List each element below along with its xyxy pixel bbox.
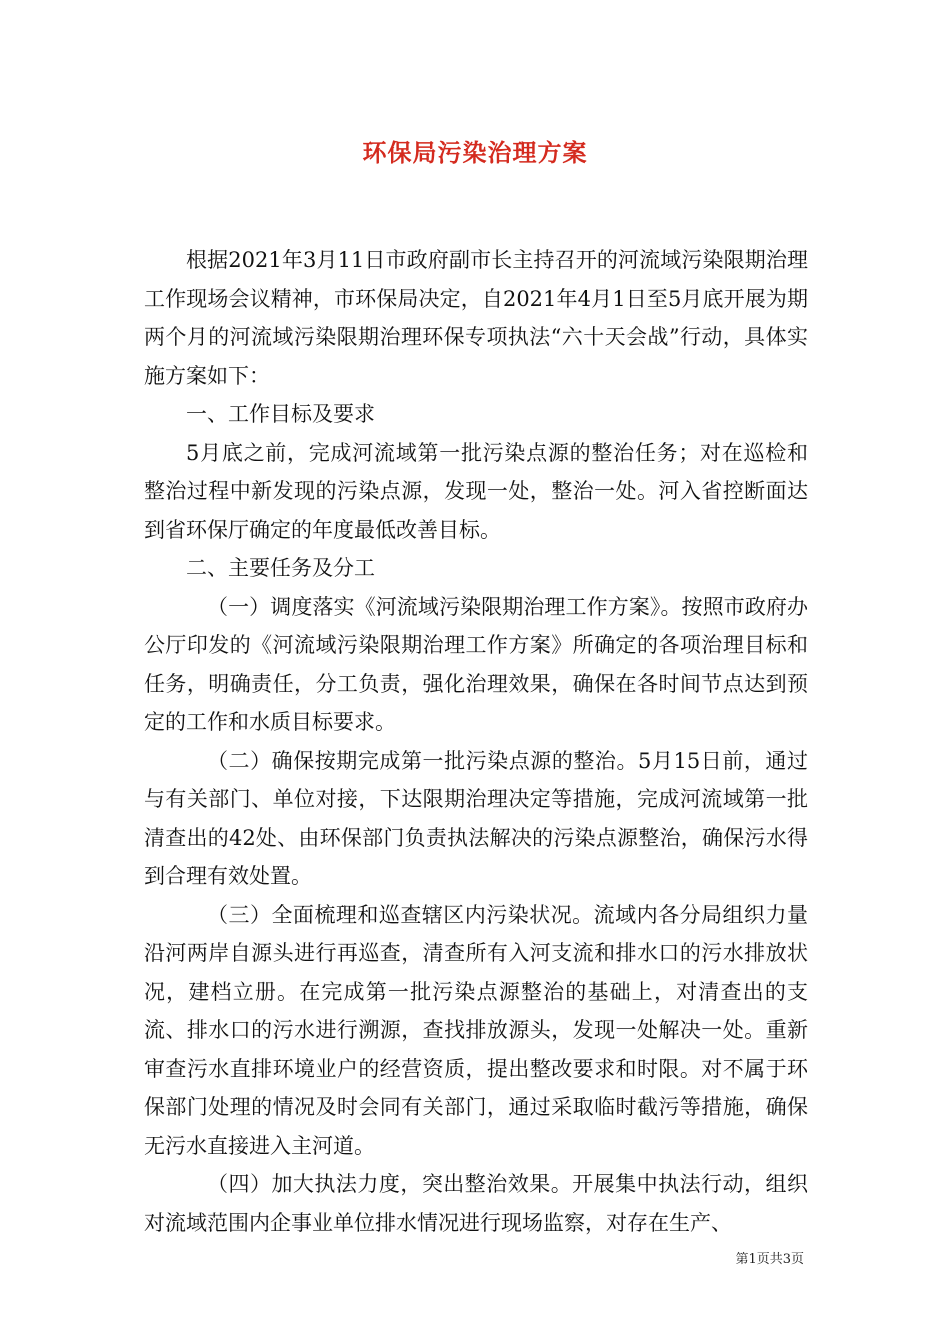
paragraph-task-4: （四）加大执法力度，突出整治效果。开展集中执法行动，组织对流域范围内企事业单位排水情况进行现场监察，对存在生产、 [144,1172,808,1235]
section-heading-goals: 一、工作目标及要求 [186,402,375,426]
document-body [144,241,808,1242]
paragraph-task-3: （三）全面梳理和巡查辖区内污染状况。流域内各分局组织力量沿河两岸自源头进行再巡查，清查所有入河支流和排水口的污水排放状况，建档立册。在完成第一批污染点源整治的基础上，对清查出的支流、排水口的污水进行溯源，查找排放源头，发现一处解决一处。重新审查污水直排环境业户的经营资质，提出整改要求和时限。对不属于环保部门处理的情况及时会同有关部门，通过采取临时截污等措施，确保无污水直接进入主河道。 [144,902,808,1158]
document-title: 环保局污染治理方案 [362,138,588,167]
paragraph-intro: 根据2021年3月11日市政府副市长主持召开的河流域污染限期治理工作现场会议精神，市环保局决定，自2021年4月1日至5月底开展为期两个月的河流域污染限期治理环保专项执法“六十天会战”行动，具体实施方案如下： [144,248,808,388]
paragraph-task-1: （一）调度落实《河流域污染限期治理工作方案》。按照市政府办公厅印发的《河流域污染限期治理工作方案》所确定的各项治理目标和任务，明确责任，分工负责，强化治理效果，确保在各时间节点达到预定的工作和水质目标要求。 [144,594,808,734]
section-heading-tasks: 二、主要任务及分工 [186,556,375,580]
paragraph-task-2: （二）确保按期完成第一批污染点源的整治。5月15日前，通过与有关部门、单位对接，下达限期治理决定等措施，完成河流域第一批清查出的42处、由环保部门负责执法解决的污染点源整治，确保污水得到合理有效处置。 [144,748,808,888]
page-number: 第1页共3页 [735,1252,804,1267]
paragraph-goals: 5月底之前，完成河流域第一批污染点源的整治任务；对在巡检和整治过程中新发现的污染点源，发现一处，整治一处。河入省控断面达到省环保厅确定的年度最低改善目标。 [144,440,808,542]
